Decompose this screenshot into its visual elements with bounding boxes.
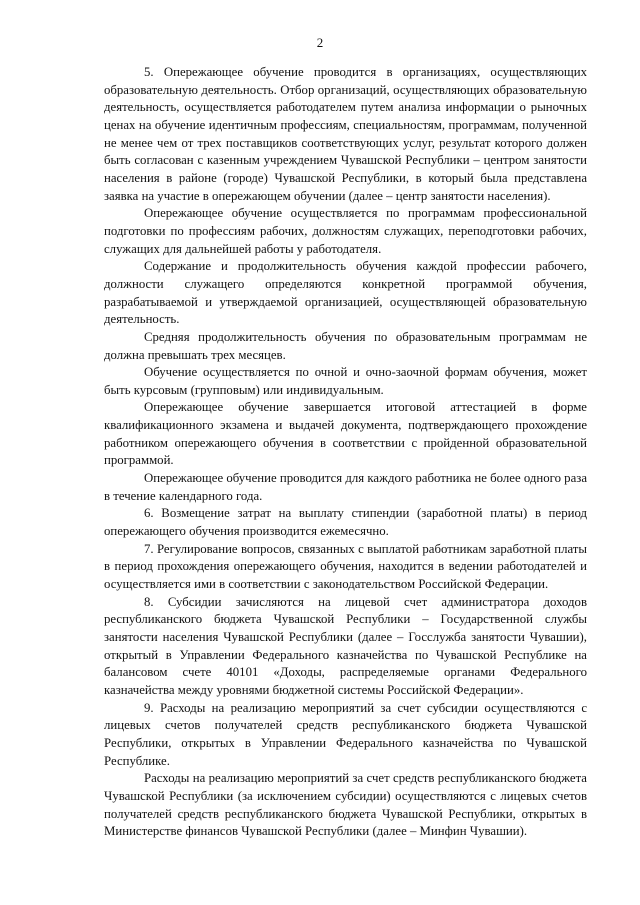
paragraph-average-duration: Средняя продолжительность обучения по образовательным программам не должна превышать трех месяцев. — [104, 329, 587, 362]
paragraph-5: 5. Опережающее обучение проводится в организациях, осуществляющих образовательную деятельность. Отбор организаций, осуществляющих образовательную деятельность, осуществляется работодателем путем анализа информации о рыночных ценах на обучение идентичным профессиям, специальностям, программам, полученной не менее чем от трех поставщиков соответствующих услуг, результат которого должен быть согласован с казенным учреждением Чувашской Республики – центром занятости населения в районе (городе) Чувашской Республики, в который была представлена заявка на участие в опережающем обучении (далее – центр занятости населения). — [104, 65, 587, 203]
document-body — [104, 64, 587, 841]
paragraph-9: 9. Расходы на реализацию мероприятий за счет субсидии осуществляются с лицевых счетов получателей средств республиканского бюджета Чувашской Республики, открытых в Управлении Федерального казначейства по Чувашской Республике. — [104, 700, 587, 768]
paragraph-8: 8. Субсидии зачисляются на лицевой счет администратора доходов республиканского бюджета Чувашской Республики – Государственной службы занятости населения Чувашской Республики (далее – Госслужба занятости Чувашии), открытый в Управлении Федерального казначейства по Чувашской Республике на балансовом счете 40101 «Доходы, распределяемые органами Федерального казначейства между уровнями бюджетной системы Российской Федерации». — [104, 594, 587, 697]
paragraph-6: 6. Возмещение затрат на выплату стипендии (заработной платы) в период опережающего обучения производится ежемесячно. — [104, 506, 587, 539]
paragraph-7: 7. Регулирование вопросов, связанных с выплатой работникам заработной платы в период прохождения опережающего обучения, находится в ведении работодателей и осуществляется ими в соответствии с законодательством Российской Федерации. — [104, 541, 587, 592]
paragraph-content-duration: Содержание и продолжительность обучения каждой профессии рабочего, должности служащего определяются конкретной программой обучения, разрабатываемой и утверждаемой организацией, осуществляющей образовательную деятельность. — [104, 259, 587, 327]
page-number: 2 — [316, 35, 324, 50]
paragraph-attestation: Опережающее обучение завершается итоговой аттестацией в форме квалификационного экзамена и выдачей документа, подтверждающего прохождение работником опережающего обучения в соответствии с пройденной образовательной программой. — [104, 400, 587, 468]
paragraph-forms: Обучение осуществляется по очной и очно-заочной формам обучения, может быть курсовым (групповым) или индивидуальным. — [104, 365, 587, 397]
paragraph-frequency: Опережающее обучение проводится для каждого работника не более одного раза в течение календарного года. — [104, 471, 587, 503]
paragraph-expenses: Расходы на реализацию мероприятий за счет средств республиканского бюджета Чувашской Республики (за исключением субсидии) осуществляются с лицевых счетов получателей средств республиканского бюджета Чувашской Республики, открытых в Министерстве финансов Чувашской Республики (далее – Минфин Чувашии). — [104, 771, 587, 839]
paragraph-programs: Опережающее обучение осуществляется по программам профессиональной подготовки по профессиям рабочих, должностям служащих, переподготовки рабочих, служащих для дальнейшей работы у работодателя. — [104, 206, 587, 256]
